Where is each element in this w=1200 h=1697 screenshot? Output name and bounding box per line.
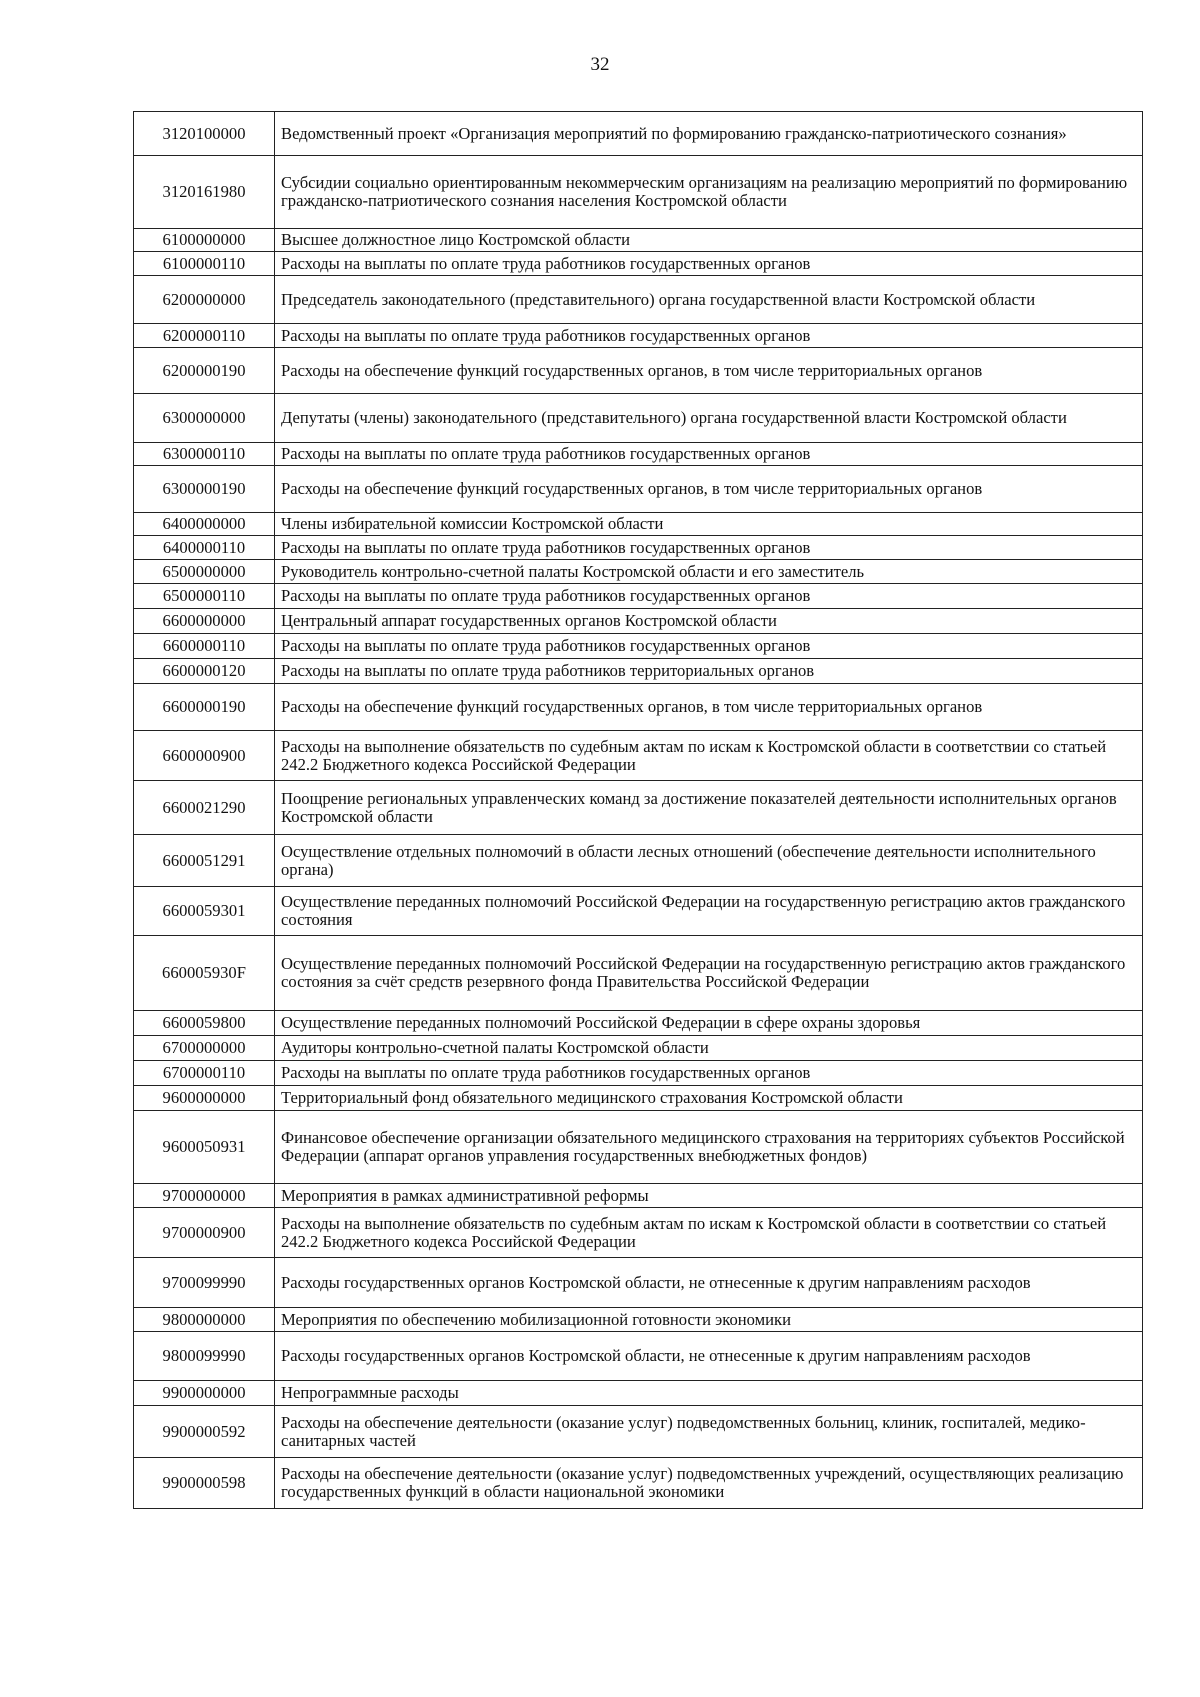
code-cell: 6600000190 (134, 684, 275, 731)
table-row (134, 781, 1143, 835)
table-row (134, 609, 1143, 634)
code-cell: 9900000598 (134, 1458, 275, 1509)
description-cell: Расходы на обеспечение деятельности (оказание услуг) подведомственных больниц, клиник, госпиталей, медико-санитарных частей (275, 1406, 1143, 1458)
code-cell: 6200000110 (134, 324, 275, 348)
description-cell: Расходы государственных органов Костромской области, не отнесенные к другим направлениям расходов (275, 1332, 1143, 1381)
code-cell: 6600000000 (134, 609, 275, 634)
code-cell: 6700000000 (134, 1036, 275, 1061)
table-row (134, 536, 1143, 560)
code-cell: 6600000120 (134, 659, 275, 684)
description-cell: Финансовое обеспечение организации обязательного медицинского страхования на территориях субъектов Российской Федерации (аппарат органов управления государственных внебюджетных фондов) (275, 1111, 1143, 1184)
code-cell: 9800099990 (134, 1332, 275, 1381)
table-row (134, 276, 1143, 324)
code-cell: 6600059301 (134, 887, 275, 936)
code-cell: 6300000000 (134, 394, 275, 443)
code-cell: 9800000000 (134, 1308, 275, 1332)
code-cell: 6500000000 (134, 560, 275, 584)
code-cell: 6600000110 (134, 634, 275, 659)
table-row (134, 394, 1143, 443)
table-row (134, 1406, 1143, 1458)
budget-codes-table (133, 111, 1143, 1509)
description-cell: Расходы на обеспечение функций государственных органов, в том числе территориальных органов (275, 684, 1143, 731)
code-cell: 6100000110 (134, 252, 275, 276)
description-cell: Расходы на выполнение обязательств по судебным актам по искам к Костромской области в соответствии со статьей 242.2 Бюджетного кодекса Российской Федерации (275, 731, 1143, 781)
description-cell: Расходы на выплаты по оплате труда работников государственных органов (275, 252, 1143, 276)
description-cell: Расходы на обеспечение деятельности (оказание услуг) подведомственных учреждений, осуществляющих реализацию государственных функций в области национальной экономики (275, 1458, 1143, 1509)
code-cell: 6200000000 (134, 276, 275, 324)
table-row (134, 1332, 1143, 1381)
description-cell: Осуществление переданных полномочий Российской Федерации на государственную регистрацию актов гражданского состояния за счёт средств резервного фонда Правительства Российской Федерации (275, 936, 1143, 1011)
table-row (134, 584, 1143, 609)
code-cell: 9900000000 (134, 1381, 275, 1406)
table-row (134, 887, 1143, 936)
code-cell: 3120161980 (134, 156, 275, 229)
description-cell: Члены избирательной комиссии Костромской области (275, 513, 1143, 536)
table-row (134, 659, 1143, 684)
code-cell: 9600000000 (134, 1086, 275, 1111)
table-row (134, 936, 1143, 1011)
description-cell: Расходы на выплаты по оплате труда работников государственных органов (275, 1061, 1143, 1086)
code-cell: 6300000190 (134, 466, 275, 513)
code-cell: 6600000900 (134, 731, 275, 781)
table-row (134, 443, 1143, 466)
description-cell: Осуществление переданных полномочий Российской Федерации в сфере охраны здоровья (275, 1011, 1143, 1036)
description-cell: Субсидии социально ориентированным некоммерческим организациям на реализацию мероприятий по формированию гражданско-патриотического сознания населения Костромской области (275, 156, 1143, 229)
code-cell: 6100000000 (134, 229, 275, 252)
description-cell: Ведомственный проект «Организация мероприятий по формированию гражданско-патриотического сознания» (275, 112, 1143, 156)
code-cell: 6600021290 (134, 781, 275, 835)
code-cell: 9900000592 (134, 1406, 275, 1458)
description-cell: Расходы на выплаты по оплате труда работников государственных органов (275, 634, 1143, 659)
code-cell: 6400000110 (134, 536, 275, 560)
table-row (134, 1208, 1143, 1258)
table-row (134, 348, 1143, 394)
description-cell: Депутаты (члены) законодательного (представительного) органа государственной власти Костромской области (275, 394, 1143, 443)
table-row (134, 835, 1143, 887)
description-cell: Расходы государственных органов Костромской области, не отнесенные к другим направлениям расходов (275, 1258, 1143, 1308)
table-row (134, 466, 1143, 513)
table-row (134, 1184, 1143, 1208)
description-cell: Руководитель контрольно-счетной палаты Костромской области и его заместитель (275, 560, 1143, 584)
table-row (134, 1111, 1143, 1184)
code-cell: 6600051291 (134, 835, 275, 887)
description-cell: Центральный аппарат государственных органов Костромской области (275, 609, 1143, 634)
code-cell: 6300000110 (134, 443, 275, 466)
code-cell: 660005930F (134, 936, 275, 1011)
description-cell: Расходы на выплаты по оплате труда работников государственных органов (275, 324, 1143, 348)
table-row (134, 684, 1143, 731)
code-cell: 9700000900 (134, 1208, 275, 1258)
description-cell: Расходы на выплаты по оплате труда работников государственных органов (275, 443, 1143, 466)
table-row (134, 229, 1143, 252)
description-cell: Председатель законодательного (представительного) органа государственной власти Костромской области (275, 276, 1143, 324)
description-cell: Мероприятия в рамках административной реформы (275, 1184, 1143, 1208)
table-row (134, 1308, 1143, 1332)
code-cell: 9700099990 (134, 1258, 275, 1308)
page-number: 32 (590, 54, 610, 75)
description-cell: Расходы на выплаты по оплате труда работников государственных органов (275, 536, 1143, 560)
table-row (134, 1011, 1143, 1036)
table-row (134, 1061, 1143, 1086)
table-row (134, 252, 1143, 276)
description-cell: Расходы на обеспечение функций государственных органов, в том числе территориальных органов (275, 348, 1143, 394)
description-cell: Мероприятия по обеспечению мобилизационной готовности экономики (275, 1308, 1143, 1332)
description-cell: Осуществление переданных полномочий Российской Федерации на государственную регистрацию актов гражданского состояния (275, 887, 1143, 936)
description-cell: Расходы на выплаты по оплате труда работников государственных органов (275, 584, 1143, 609)
table-row (134, 634, 1143, 659)
table-row (134, 156, 1143, 229)
table-row (134, 513, 1143, 536)
description-cell: Расходы на выполнение обязательств по судебным актам по искам к Костромской области в соответствии со статьей 242.2 Бюджетного кодекса Российской Федерации (275, 1208, 1143, 1258)
table-row (134, 1381, 1143, 1406)
table-row (134, 324, 1143, 348)
description-cell: Территориальный фонд обязательного медицинского страхования Костромской области (275, 1086, 1143, 1111)
table-row (134, 731, 1143, 781)
table-row (134, 560, 1143, 584)
code-cell: 6500000110 (134, 584, 275, 609)
description-cell: Высшее должностное лицо Костромской области (275, 229, 1143, 252)
code-cell: 9600050931 (134, 1111, 275, 1184)
table-row (134, 112, 1143, 156)
code-cell: 6600059800 (134, 1011, 275, 1036)
description-cell: Непрограммные расходы (275, 1381, 1143, 1406)
table-row (134, 1258, 1143, 1308)
table-row (134, 1086, 1143, 1111)
description-cell: Расходы на обеспечение функций государственных органов, в том числе территориальных органов (275, 466, 1143, 513)
description-cell: Поощрение региональных управленческих команд за достижение показателей деятельности исполнительных органов Костромской области (275, 781, 1143, 835)
description-cell: Осуществление отдельных полномочий в области лесных отношений (обеспечение деятельности исполнительного органа) (275, 835, 1143, 887)
description-cell: Расходы на выплаты по оплате труда работников территориальных органов (275, 659, 1143, 684)
code-cell: 9700000000 (134, 1184, 275, 1208)
description-cell: Аудиторы контрольно-счетной палаты Костромской области (275, 1036, 1143, 1061)
table-row (134, 1036, 1143, 1061)
code-cell: 6700000110 (134, 1061, 275, 1086)
table-row (134, 1458, 1143, 1509)
code-cell: 6400000000 (134, 513, 275, 536)
code-cell: 3120100000 (134, 112, 275, 156)
code-cell: 6200000190 (134, 348, 275, 394)
